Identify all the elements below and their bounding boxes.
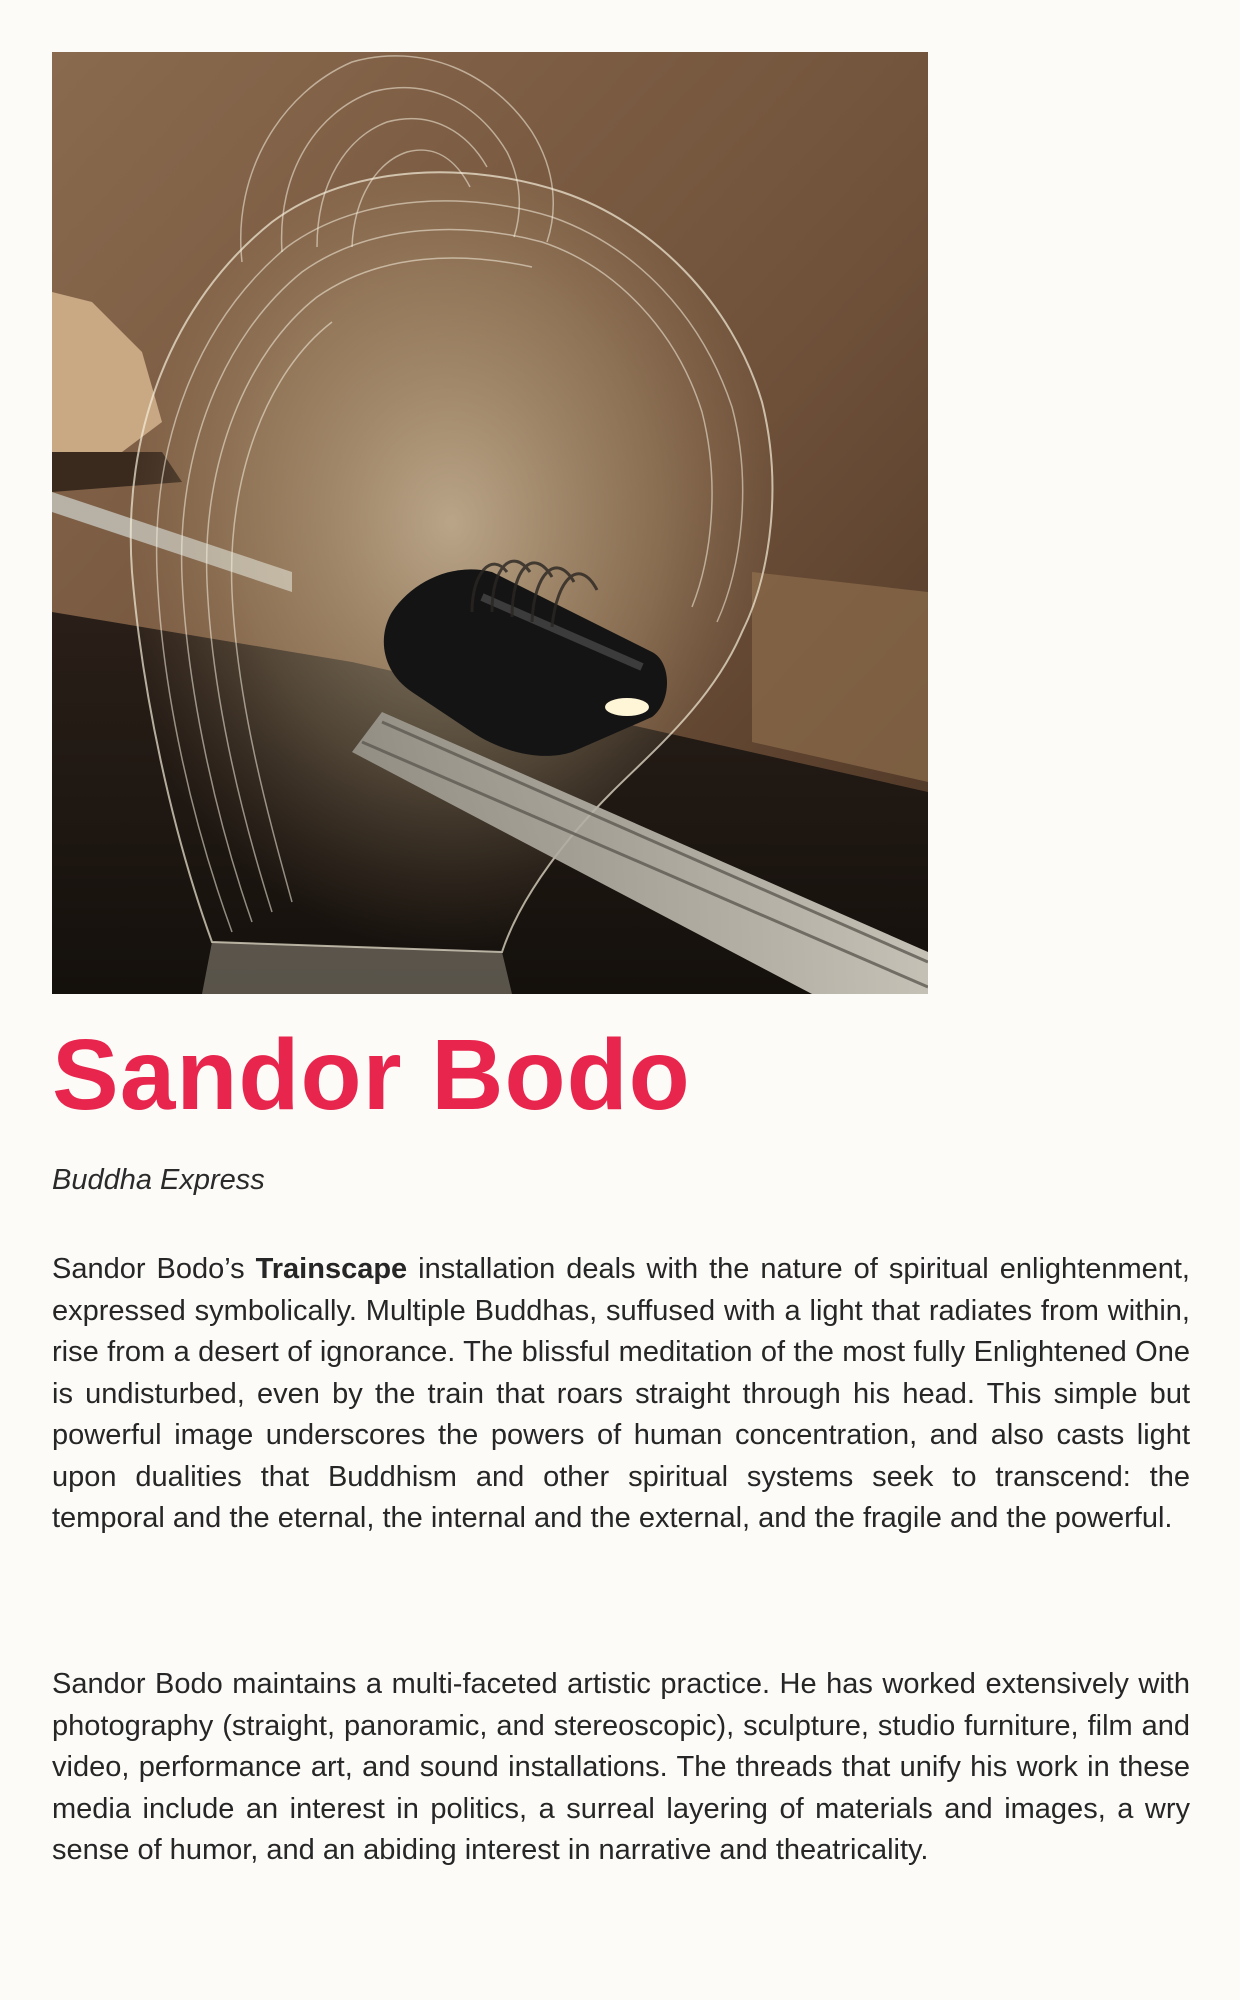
buddha-train-sculpture-image [52,52,928,994]
paragraph-1-rest: installation deals with the nature of spiritual enlightenment, expressed symbolically. Multiple Buddhas, suffused with a light that radiates from within, rise from a desert of ignorance. The blissful meditation of the most fully Enlightened One is undisturbed, even by the train that roars straight through his head. This simple but powerful image underscores the powers of human concentration, and also casts light upon dualities that Buddhism and other spiritual systems seek to transcend: the temporal and the eternal, the internal and the external, and the fragile and the powerful. [52,1253,1190,1534]
paragraph-1-lead: Sandor Bodo’s [52,1253,256,1285]
artwork-photo [52,52,928,994]
artist-name-heading: Sandor Bodo [52,1019,691,1131]
description-paragraph-2: Sandor Bodo maintains a multi-faceted artistic practice. He has worked extensively with photography (straight, panoramic, and stereoscopic), sculpture, studio furniture, film and video, performance art, and sound installations. The threads that unify his work in these media include an interest in politics, a surreal layering of materials and images, a wry sense of humor, and an abiding interest in narrative and theatricality. [52,1668,1190,1866]
installation-name: Trainscape [255,1253,408,1285]
description-paragraph-1 [52,1249,1190,1540]
artwork-title: Buddha Express [52,1164,265,1196]
